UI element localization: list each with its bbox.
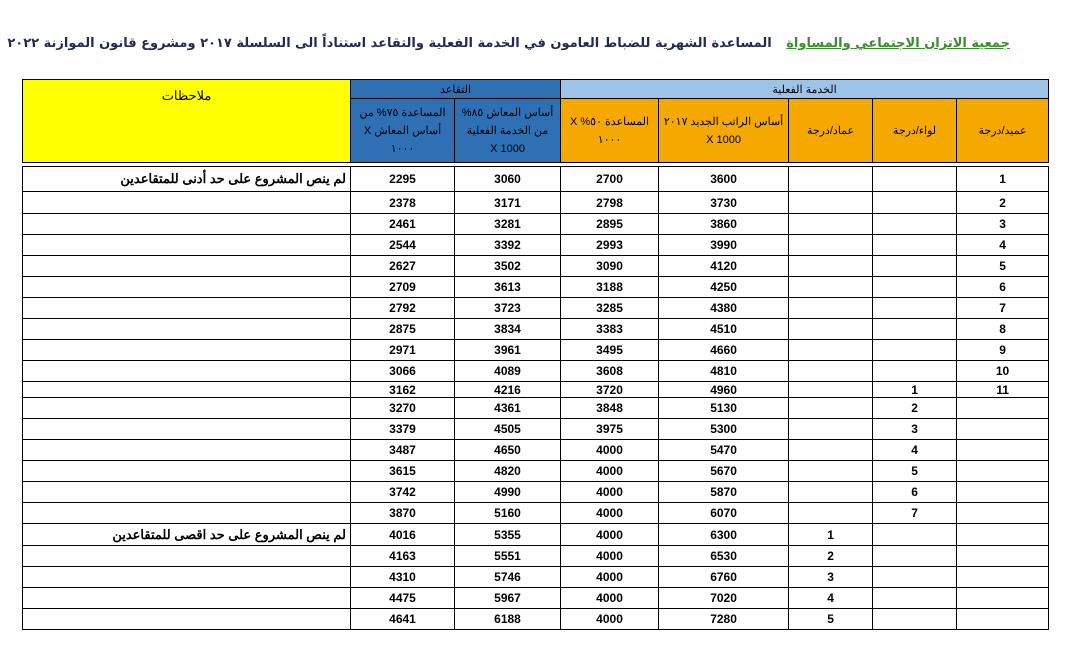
notes-cell	[23, 319, 351, 340]
retired-aid-cell: 4310	[351, 567, 455, 588]
table-row	[23, 382, 1049, 398]
active-service-header: الخدمة الفعلية	[561, 80, 1049, 99]
major-general-cell: 2	[873, 398, 957, 419]
table-row	[23, 256, 1049, 277]
new-salary-cell: 4120	[659, 256, 789, 277]
notes-cell	[23, 482, 351, 503]
new-salary-cell: 5130	[659, 398, 789, 419]
brigadier-cell: 11	[957, 382, 1049, 398]
retired-aid-cell: 3270	[351, 398, 455, 419]
general-cell	[789, 461, 873, 482]
pension-base-cell: 3502	[455, 256, 561, 277]
major-general-cell: 5	[873, 461, 957, 482]
general-cell: 5	[789, 609, 873, 630]
active-aid-cell: 4000	[561, 440, 659, 461]
major-general-cell	[873, 361, 957, 382]
general-cell	[789, 482, 873, 503]
retired-aid-cell: 3379	[351, 419, 455, 440]
brigadier-cell: 9	[957, 340, 1049, 361]
major-general-cell	[873, 214, 957, 235]
major-general-cell	[873, 167, 957, 192]
notes-cell	[23, 298, 351, 319]
major-general-cell	[873, 524, 957, 546]
active-aid-cell: 3383	[561, 319, 659, 340]
brigadier-cell	[957, 461, 1049, 482]
retired-aid-cell: 2875	[351, 319, 455, 340]
active-aid-cell: 3285	[561, 298, 659, 319]
major-general-cell	[873, 567, 957, 588]
general-cell	[789, 503, 873, 524]
notes-cell	[23, 214, 351, 235]
table-row	[23, 340, 1049, 361]
retired-aid-cell: 3742	[351, 482, 455, 503]
pension-base-cell: 3613	[455, 277, 561, 298]
major-general-cell	[873, 588, 957, 609]
major-general-cell: 7	[873, 503, 957, 524]
new-salary-cell: 5300	[659, 419, 789, 440]
new-salary-cell: 5470	[659, 440, 789, 461]
retired-aid-cell: 4641	[351, 609, 455, 630]
notes-cell	[23, 440, 351, 461]
brigadier-cell: 3	[957, 214, 1049, 235]
table-row	[23, 588, 1049, 609]
general-cell	[789, 440, 873, 461]
new-salary-cell: 7020	[659, 588, 789, 609]
retired-aid-cell: 2378	[351, 192, 455, 214]
retired-aid-cell: 2544	[351, 235, 455, 256]
retired-aid-cell: 4475	[351, 588, 455, 609]
general-cell	[789, 319, 873, 340]
new-salary-cell: 5870	[659, 482, 789, 503]
major-general-cell	[873, 298, 957, 319]
new-salary-cell: 4380	[659, 298, 789, 319]
active-aid-cell: 3720	[561, 382, 659, 398]
table-row	[23, 298, 1049, 319]
table-row	[23, 419, 1049, 440]
new-salary-cell: 6530	[659, 546, 789, 567]
general-cell: 2	[789, 546, 873, 567]
table-row	[23, 277, 1049, 298]
new-salary-cell: 7280	[659, 609, 789, 630]
active-aid-cell: 4000	[561, 461, 659, 482]
major-general-cell: 1	[873, 382, 957, 398]
active-aid-cell: 4000	[561, 588, 659, 609]
general-cell: 3	[789, 567, 873, 588]
retired-aid-cell: 3162	[351, 382, 455, 398]
brigadier-cell: 1	[957, 167, 1049, 192]
notes-cell	[23, 546, 351, 567]
new-salary-header: أساس الراتب الجديد ٢٠١٧ X 1000	[659, 99, 789, 163]
retired-aid-cell: 2792	[351, 298, 455, 319]
table-row	[23, 192, 1049, 214]
new-salary-cell: 6760	[659, 567, 789, 588]
table-row	[23, 440, 1049, 461]
active-aid-cell: 2798	[561, 192, 659, 214]
brigadier-cell: 4	[957, 235, 1049, 256]
active-aid-cell: 2895	[561, 214, 659, 235]
retired-aid-cell: 4016	[351, 524, 455, 546]
table-row	[23, 567, 1049, 588]
brigadier-header: عميد/درجة	[957, 99, 1049, 163]
notes-header: ملاحظات	[23, 80, 351, 163]
active-aid-cell: 2700	[561, 167, 659, 192]
pension-base-cell: 4361	[455, 398, 561, 419]
pension-base-cell: 5355	[455, 524, 561, 546]
active-aid-cell: 3495	[561, 340, 659, 361]
major-general-cell	[873, 340, 957, 361]
notes-cell	[23, 235, 351, 256]
retired-aid-cell: 3615	[351, 461, 455, 482]
general-cell	[789, 167, 873, 192]
new-salary-cell: 4250	[659, 277, 789, 298]
brigadier-cell	[957, 567, 1049, 588]
general-cell	[789, 398, 873, 419]
pension-base-cell: 5551	[455, 546, 561, 567]
new-salary-cell: 3990	[659, 235, 789, 256]
active-aid-cell: 4000	[561, 546, 659, 567]
pension-base-cell: 3834	[455, 319, 561, 340]
active-aid-cell: 4000	[561, 503, 659, 524]
pension-base-cell: 5967	[455, 588, 561, 609]
table-row	[23, 524, 1049, 546]
general-cell	[789, 235, 873, 256]
brigadier-cell: 10	[957, 361, 1049, 382]
brigadier-cell	[957, 482, 1049, 503]
general-cell	[789, 298, 873, 319]
new-salary-cell: 4510	[659, 319, 789, 340]
organization-name: جمعية الاتزان الاجتماعي والمساواة	[786, 36, 1010, 51]
pension-base-header: أساس المعاش ٨٥% من الخدمة الفعلية 1000 X	[455, 99, 561, 163]
active-aid-cell: 4000	[561, 482, 659, 503]
brigadier-cell	[957, 503, 1049, 524]
notes-cell	[23, 503, 351, 524]
retired-aid-cell: 3487	[351, 440, 455, 461]
pension-base-cell: 3961	[455, 340, 561, 361]
table-row	[23, 609, 1049, 630]
pension-base-cell: 4990	[455, 482, 561, 503]
brigadier-cell: 6	[957, 277, 1049, 298]
pension-base-cell: 4089	[455, 361, 561, 382]
pension-base-cell: 4216	[455, 382, 561, 398]
retired-aid-cell: 2295	[351, 167, 455, 192]
brigadier-cell	[957, 588, 1049, 609]
table-row	[23, 398, 1049, 419]
retired-aid-cell: 4163	[351, 546, 455, 567]
pension-base-cell: 5746	[455, 567, 561, 588]
brigadier-cell	[957, 419, 1049, 440]
table-row	[23, 503, 1049, 524]
retired-aid-header: المساعدة ٧٥% من أساس المعاش X ١٠٠٠	[351, 99, 455, 163]
pension-base-cell: 3392	[455, 235, 561, 256]
major-general-cell	[873, 192, 957, 214]
general-cell: 4	[789, 588, 873, 609]
active-aid-cell: 3188	[561, 277, 659, 298]
table-row	[23, 319, 1049, 340]
brigadier-cell	[957, 609, 1049, 630]
table-row	[23, 361, 1049, 382]
retired-aid-cell: 3066	[351, 361, 455, 382]
allowance-table	[22, 79, 1049, 630]
pension-base-cell: 3171	[455, 192, 561, 214]
general-cell: 1	[789, 524, 873, 546]
table-row	[23, 546, 1049, 567]
active-aid-header: المساعدة ٥٠% X ١٠٠٠	[561, 99, 659, 163]
notes-cell	[23, 277, 351, 298]
table-row	[23, 461, 1049, 482]
major-general-cell	[873, 235, 957, 256]
major-general-cell: 3	[873, 419, 957, 440]
notes-cell	[23, 588, 351, 609]
notes-cell	[23, 192, 351, 214]
pension-base-cell: 3060	[455, 167, 561, 192]
page-title	[7, 36, 1010, 51]
retired-aid-cell: 2627	[351, 256, 455, 277]
table-row	[23, 482, 1049, 503]
new-salary-cell: 4960	[659, 382, 789, 398]
notes-cell	[23, 419, 351, 440]
major-general-cell: 6	[873, 482, 957, 503]
general-cell	[789, 214, 873, 235]
brigadier-cell	[957, 440, 1049, 461]
notes-cell	[23, 567, 351, 588]
major-general-header: لواء/درجة	[873, 99, 957, 163]
active-aid-cell: 4000	[561, 567, 659, 588]
new-salary-cell: 4810	[659, 361, 789, 382]
general-header: عماد/درجة	[789, 99, 873, 163]
major-general-cell	[873, 256, 957, 277]
table-row	[23, 167, 1049, 192]
new-salary-cell: 3730	[659, 192, 789, 214]
table-row	[23, 214, 1049, 235]
notes-cell	[23, 340, 351, 361]
active-aid-cell: 2993	[561, 235, 659, 256]
major-general-cell	[873, 546, 957, 567]
brigadier-cell: 8	[957, 319, 1049, 340]
retired-aid-cell: 3870	[351, 503, 455, 524]
major-general-cell: 4	[873, 440, 957, 461]
general-cell	[789, 192, 873, 214]
general-cell	[789, 382, 873, 398]
active-aid-cell: 3608	[561, 361, 659, 382]
active-aid-cell: 3090	[561, 256, 659, 277]
title-text: المساعدة الشهرية للضباط العامون في الخدمة الفعلية والتقاعد استناداً الى السلسلة ٢٠١٧ ومشروع قانون الموازنة ٢٠٢٢	[7, 36, 772, 51]
notes-cell	[23, 382, 351, 398]
notes-cell: لم ينص المشروع على حد أدنى للمتقاعدين	[23, 167, 351, 192]
pension-base-cell: 4820	[455, 461, 561, 482]
retirement-header: التقاعد	[351, 80, 561, 99]
new-salary-cell: 6300	[659, 524, 789, 546]
general-cell	[789, 277, 873, 298]
pension-base-cell: 4505	[455, 419, 561, 440]
pension-base-cell: 3281	[455, 214, 561, 235]
major-general-cell	[873, 609, 957, 630]
pension-base-cell: 6188	[455, 609, 561, 630]
active-aid-cell: 3848	[561, 398, 659, 419]
brigadier-cell: 2	[957, 192, 1049, 214]
brigadier-cell	[957, 398, 1049, 419]
retired-aid-cell: 2709	[351, 277, 455, 298]
retired-aid-cell: 2461	[351, 214, 455, 235]
pension-base-cell: 3723	[455, 298, 561, 319]
new-salary-cell: 6070	[659, 503, 789, 524]
notes-cell: لم ينص المشروع على حد اقصى للمتقاعدين	[23, 524, 351, 546]
new-salary-cell: 3600	[659, 167, 789, 192]
brigadier-cell: 7	[957, 298, 1049, 319]
general-cell	[789, 256, 873, 277]
major-general-cell	[873, 277, 957, 298]
notes-cell	[23, 461, 351, 482]
active-aid-cell: 4000	[561, 524, 659, 546]
new-salary-cell: 5670	[659, 461, 789, 482]
active-aid-cell: 3975	[561, 419, 659, 440]
major-general-cell	[873, 319, 957, 340]
brigadier-cell	[957, 546, 1049, 567]
notes-cell	[23, 609, 351, 630]
general-cell	[789, 361, 873, 382]
notes-cell	[23, 361, 351, 382]
active-aid-cell: 4000	[561, 609, 659, 630]
brigadier-cell	[957, 524, 1049, 546]
new-salary-cell: 4660	[659, 340, 789, 361]
new-salary-cell: 3860	[659, 214, 789, 235]
brigadier-cell: 5	[957, 256, 1049, 277]
notes-cell	[23, 398, 351, 419]
general-cell	[789, 419, 873, 440]
pension-base-cell: 5160	[455, 503, 561, 524]
notes-cell	[23, 256, 351, 277]
table-row	[23, 235, 1049, 256]
general-cell	[789, 340, 873, 361]
retired-aid-cell: 2971	[351, 340, 455, 361]
pension-base-cell: 4650	[455, 440, 561, 461]
